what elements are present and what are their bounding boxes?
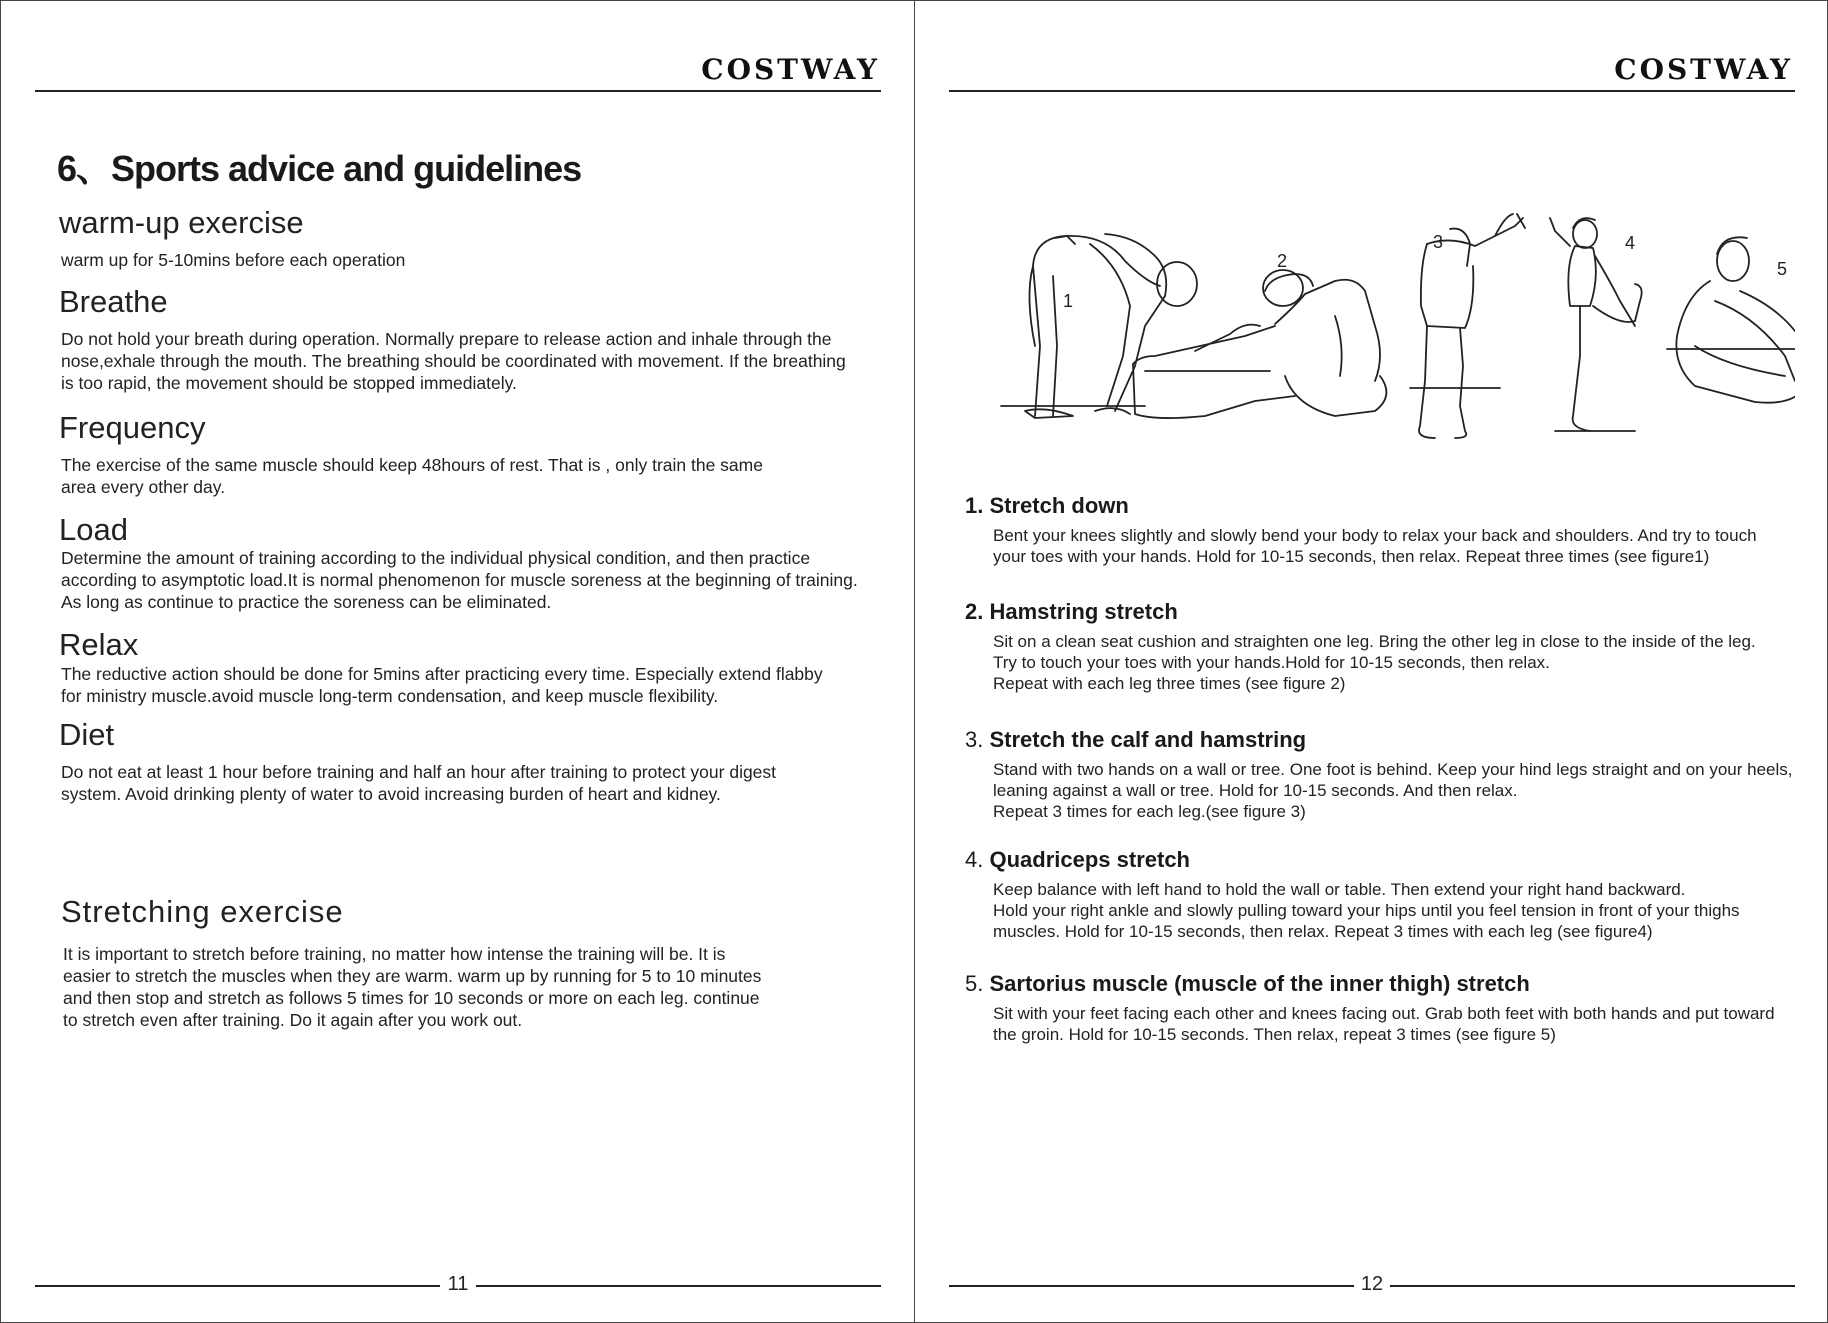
item-1-text: Bent your knees slightly and slowly bend your body to relax your back and shoulders. And try to touch your toes with your hands. Hold for 10-15 seconds, then relax. Repeat three times (see figure1) bbox=[993, 526, 1757, 566]
right-page bbox=[914, 0, 1828, 1323]
item-4-title: 4. Quadriceps stretch bbox=[965, 847, 1190, 872]
footer-rule-right bbox=[1390, 1285, 1795, 1287]
breathe-heading: Breathe bbox=[59, 284, 168, 319]
item-5-title: 5. Sartorius muscle (muscle of the inner thigh) stretch bbox=[965, 971, 1530, 996]
page-footer bbox=[949, 1273, 1795, 1297]
page-footer bbox=[35, 1273, 881, 1297]
breathe-text: Do not hold your breath during operation. Normally prepare to release action and inhale through the nose,exhale through the mouth. The breathing should be coordinated with movement. If the breathing is too rapid, the movement should be stopped immediately. bbox=[61, 329, 846, 393]
item-4-text: Keep balance with left hand to hold the wall or table. Then extend your right hand backward. Hold your right ankle and slowly pulling toward your hips until you feel tension in front of your thighs muscles. Hold for 10-15 seconds, then relax. Repeat 3 times with each leg (see figure4) bbox=[993, 880, 1740, 941]
figure-3-illustration bbox=[1410, 214, 1525, 438]
frequency-heading: Frequency bbox=[59, 410, 206, 445]
page-number: 12 bbox=[1360, 1273, 1384, 1295]
stretch-illustration bbox=[995, 206, 1795, 451]
warmup-heading: warm-up exercise bbox=[59, 205, 304, 240]
footer-rule-right bbox=[476, 1285, 881, 1287]
page-number: 11 bbox=[447, 1273, 469, 1295]
frequency-text: The exercise of the same muscle should keep 48hours of rest. That is , only train the same area every other day. bbox=[61, 455, 763, 497]
relax-heading: Relax bbox=[59, 627, 139, 662]
diet-heading: Diet bbox=[59, 717, 115, 752]
item-2-title: 2. Hamstring stretch bbox=[965, 599, 1178, 624]
diet-text: Do not eat at least 1 hour before training and half an hour after training to protect your digest system. Avoid drinking plenty of water to avoid increasing burden of heart and kidney. bbox=[61, 762, 777, 804]
stretching-text: It is important to stretch before training, no matter how intense the training will be. It is easier to stretch the muscles when they are warm. warm up by running for 5 to 10 minutes and then stop and stretch as follows 5 times for 10 seconds or more on each leg. continue to stretch even after training. Do it again after you work out. bbox=[63, 944, 762, 1030]
item-5-text: Sit with your feet facing each other and knees facing out. Grab both feet with both hands and put toward the groin. Hold for 10-15 seconds. Then relax, repeat 3 times (see figure 5) bbox=[993, 1004, 1775, 1044]
stretching-heading: Stretching exercise bbox=[61, 894, 344, 929]
load-text: Determine the amount of training according to the individual physical condition, and then practice according to asymptotic load.It is normal phenomenon for muscle soreness at the beginning of training. As long as continue to practice the soreness can be eliminated. bbox=[61, 548, 858, 612]
item-1-title: 1. Stretch down bbox=[965, 493, 1129, 518]
relax-text: The reductive action should be done for 5mins after practicing every time. Especially extend flabby for ministry muscle.avoid muscle long-term condensation, and keep muscle flexibility. bbox=[61, 664, 823, 706]
header-rule bbox=[949, 90, 1795, 92]
header-rule bbox=[35, 90, 881, 92]
brand-logo: COSTWAY bbox=[1614, 53, 1793, 86]
figure-1-illustration bbox=[1001, 234, 1197, 418]
figure-label-1: 1 bbox=[1063, 291, 1074, 311]
figure-2-illustration bbox=[1133, 270, 1386, 418]
item-3-title: 3. Stretch the calf and hamstring bbox=[965, 727, 1307, 752]
warmup-text: warm up for 5-10mins before each operation bbox=[61, 250, 406, 270]
load-heading: Load bbox=[59, 512, 128, 547]
figure-5-illustration bbox=[1667, 237, 1795, 402]
figure-label-2: 2 bbox=[1277, 251, 1288, 271]
stretch-figures bbox=[995, 206, 1795, 451]
item-3-text: Stand with two hands on a wall or tree. One foot is behind. Keep your hind legs straight and on your heels, leaning against a wall or tree. Hold for 10-15 seconds. And then relax. Repeat 3 times for each leg.(see figure 3) bbox=[993, 760, 1793, 821]
brand-logo: COSTWAY bbox=[701, 53, 880, 86]
item-2-text: Sit on a clean seat cushion and straighten one leg. Bring the other leg in close to the inside of the leg. Try to touch your toes with your hands.Hold for 10-15 seconds, then relax. Repeat with each leg three times (see figure 2) bbox=[993, 632, 1756, 693]
section-title: 6、Sports advice and guidelines bbox=[57, 148, 582, 189]
figure-label-3: 3 bbox=[1433, 232, 1444, 252]
figure-label-5: 5 bbox=[1777, 259, 1788, 279]
figure-label-4: 4 bbox=[1625, 233, 1636, 253]
